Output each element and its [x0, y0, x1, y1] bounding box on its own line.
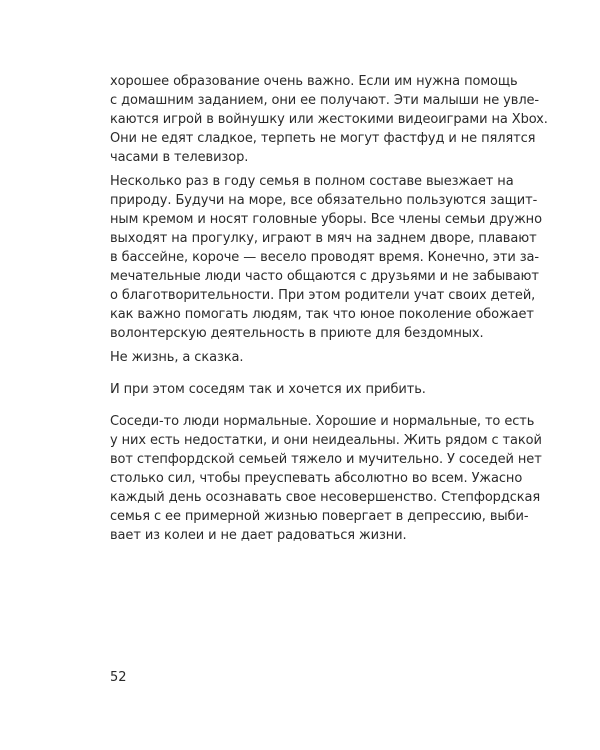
text-line: Несколько раз в году семья в полном составе выезжает на [110, 174, 514, 189]
text-line: Не жизнь, а сказка. [110, 350, 244, 365]
paragraph-3 [110, 348, 502, 367]
text-line: столько сил, чтобы преуспевать абсолютно во всем. Ужасно [110, 471, 523, 486]
text-line: часами в телевизор. [110, 150, 249, 165]
paragraph-4 [110, 380, 502, 399]
text-line: вот степфордской семьей тяжело и мучительно. У соседей нет [110, 452, 542, 467]
text-line: каются игрой в войнушку или жестокими видеоиграми на Xbox. [110, 112, 548, 127]
text-line: вает из колеи и не дает радоваться жизни. [110, 528, 407, 543]
paragraph-1 [110, 72, 548, 167]
text-line: выходят на прогулку, играют в мяч на заднем дворе, плавают [110, 231, 537, 246]
text-line: природу. Будучи на море, все обязательно пользуются защит- [110, 193, 538, 208]
text-line: каждый день осознавать свое несовершенство. Степфордская [110, 490, 541, 505]
text-line: Они не едят сладкое, терпеть не могут фастфуд и не пялятся [110, 131, 536, 146]
paragraph-5 [110, 412, 542, 545]
text-line: как важно помогать людям, так что юное поколение обожает [110, 307, 534, 322]
paragraph-2 [110, 172, 542, 343]
text-line: семья с ее примерной жизнью повергает в депрессию, выби- [110, 509, 529, 524]
text-line: мечательные люди часто общаются с друзьями и не забывают [110, 269, 539, 284]
text-line: волонтерскую деятельность в приюте для бездомных. [110, 326, 484, 341]
text-line: в бассейне, короче — весело проводят время. Конечно, эти за- [110, 250, 540, 265]
text-line: у них есть недостатки, и они неидеальны. Жить рядом с такой [110, 433, 542, 448]
text-line: о благотворительности. При этом родители учат своих детей, [110, 288, 536, 303]
text-line: И при этом соседям так и хочется их прибить. [110, 382, 426, 397]
text-line: с домашним заданием, они ее получают. Эти малыши не увле- [110, 93, 540, 108]
text-line: хорошее образование очень важно. Если им нужна помощь [110, 74, 518, 89]
text-line: ным кремом и носят головные уборы. Все члены семьи дружно [110, 212, 542, 227]
page-number: 52 [110, 670, 127, 685]
text-line: Соседи-то люди нормальные. Хорошие и нормальные, то есть [110, 414, 535, 429]
